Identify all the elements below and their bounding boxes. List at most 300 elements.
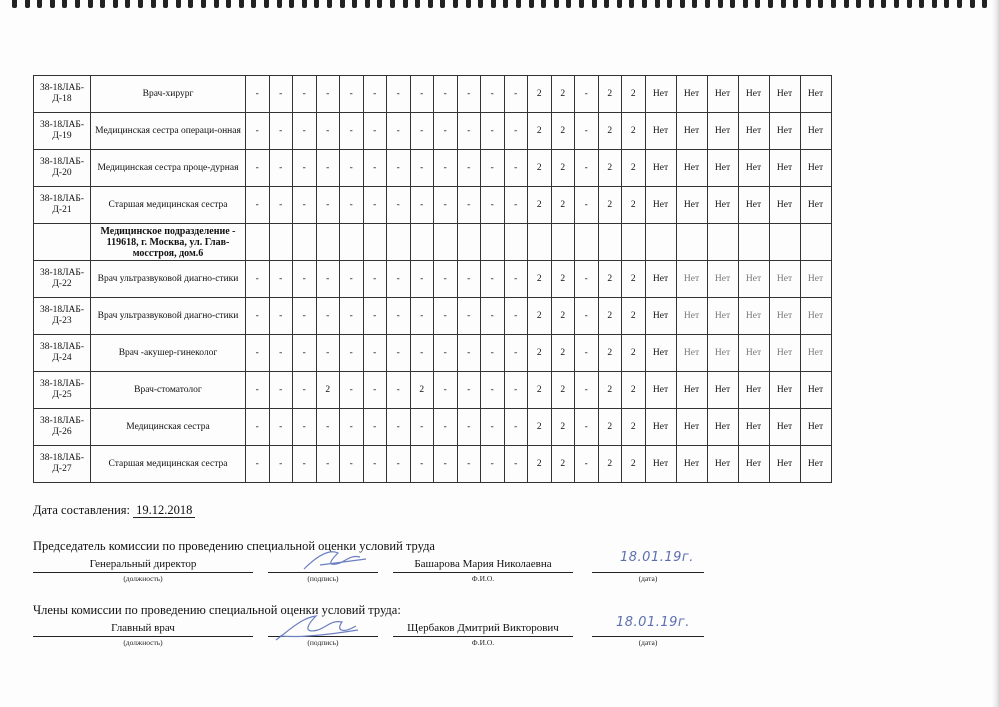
binder-hole	[453, 0, 458, 8]
value-cell: -	[269, 76, 293, 113]
value-cell	[340, 224, 364, 261]
value-cell: -	[269, 187, 293, 224]
value-cell: -	[504, 335, 528, 372]
value-cell: -	[410, 150, 434, 187]
table-row	[34, 446, 832, 483]
value-cell: -	[293, 335, 317, 372]
value-cell: 2	[622, 409, 646, 446]
value-cell: -	[410, 446, 434, 483]
value-cell: -	[457, 150, 481, 187]
binder-hole	[718, 0, 723, 8]
binder-hole	[692, 0, 697, 8]
table-row	[34, 335, 832, 372]
value-cell: -	[434, 446, 458, 483]
value-cell: -	[387, 76, 411, 113]
value-cell: -	[363, 446, 387, 483]
position-name: Медицинская сестра	[91, 409, 246, 446]
binder-hole	[579, 0, 584, 8]
value-cell: 2	[622, 446, 646, 483]
binder-hole	[667, 0, 672, 8]
value-cell: 2	[622, 187, 646, 224]
value-cell: -	[481, 261, 505, 298]
value-cell: Нет	[676, 76, 707, 113]
value-cell: Нет	[769, 76, 800, 113]
value-cell	[410, 224, 434, 261]
value-cell: -	[363, 113, 387, 150]
value-cell: -	[246, 446, 270, 483]
value-cell: Нет	[645, 372, 676, 409]
caption-fio: Ф.И.О.	[471, 574, 495, 583]
value-cell: -	[293, 409, 317, 446]
value-cell: Нет	[676, 113, 707, 150]
value-cell: -	[269, 409, 293, 446]
binder-hole	[37, 0, 42, 8]
value-cell: -	[269, 372, 293, 409]
value-cell	[622, 224, 646, 261]
binder-hole	[415, 0, 420, 8]
value-cell: Нет	[645, 150, 676, 187]
binder-hole	[970, 0, 975, 8]
value-cell: Нет	[738, 150, 769, 187]
date-label: Дата составления:	[33, 503, 130, 517]
caption-fio: Ф.И.О.	[471, 638, 495, 647]
binder-hole	[768, 0, 773, 8]
value-cell: Нет	[800, 335, 831, 372]
value-cell: -	[293, 76, 317, 113]
binder-hole	[503, 0, 508, 8]
value-cell: -	[434, 298, 458, 335]
binder-hole	[50, 0, 55, 8]
value-cell: -	[340, 187, 364, 224]
value-cell: -	[410, 113, 434, 150]
value-cell: Нет	[645, 261, 676, 298]
value-cell: -	[246, 187, 270, 224]
value-cell: Нет	[645, 446, 676, 483]
binder-hole	[478, 0, 483, 8]
value-cell: -	[575, 113, 599, 150]
value-cell: -	[457, 446, 481, 483]
value-cell: -	[575, 298, 599, 335]
value-cell: -	[246, 372, 270, 409]
value-cell: Нет	[800, 261, 831, 298]
position-name: Врач-стоматолог	[91, 372, 246, 409]
value-cell: 2	[622, 150, 646, 187]
section-title: Медицинское подразделение - 119618, г. Москва, ул. Глав-мосстроя, дом.6	[91, 224, 246, 261]
value-cell: Нет	[676, 298, 707, 335]
value-cell: Нет	[769, 150, 800, 187]
value-cell: Нет	[707, 76, 738, 113]
binder-hole	[113, 0, 118, 8]
value-cell: 2	[598, 76, 622, 113]
value-cell: 2	[622, 298, 646, 335]
value-cell: -	[457, 298, 481, 335]
position-name: Старшая медицинская сестра	[91, 187, 246, 224]
value-cell: Нет	[800, 446, 831, 483]
value-cell: -	[481, 446, 505, 483]
value-cell	[738, 224, 769, 261]
workplace-code: 38-18ЛАБ-Д-18	[34, 76, 91, 113]
value-cell: -	[434, 335, 458, 372]
value-cell: -	[504, 446, 528, 483]
binder-hole	[75, 0, 80, 8]
binder-hole	[289, 0, 294, 8]
member-name: Щербаков Дмитрий Викторович	[393, 620, 573, 637]
value-cell: -	[575, 446, 599, 483]
value-cell: -	[340, 409, 364, 446]
binder-hole	[730, 0, 735, 8]
binder-hole	[201, 0, 206, 8]
binder-hole	[214, 0, 219, 8]
value-cell: -	[504, 76, 528, 113]
value-cell: -	[387, 298, 411, 335]
value-cell: -	[575, 335, 599, 372]
value-cell: Нет	[676, 409, 707, 446]
binder-hole	[793, 0, 798, 8]
binder-hole	[604, 0, 609, 8]
value-cell: -	[363, 372, 387, 409]
caption-signature: (подпись)	[307, 638, 339, 647]
value-cell: -	[387, 150, 411, 187]
value-cell: 2	[551, 113, 575, 150]
binder-hole	[226, 0, 231, 8]
binder-hole	[377, 0, 382, 8]
value-cell: -	[481, 76, 505, 113]
value-cell: 2	[622, 372, 646, 409]
value-cell: 2	[598, 372, 622, 409]
value-cell: 2	[528, 446, 552, 483]
value-cell: 2	[528, 409, 552, 446]
value-cell: -	[340, 150, 364, 187]
binder-hole	[516, 0, 521, 8]
value-cell: Нет	[738, 113, 769, 150]
value-cell: 2	[528, 113, 552, 150]
value-cell: -	[363, 261, 387, 298]
value-cell	[481, 224, 505, 261]
value-cell: -	[504, 409, 528, 446]
binder-hole	[743, 0, 748, 8]
value-cell: Нет	[707, 113, 738, 150]
value-cell: 2	[598, 113, 622, 150]
workplace-code: 38-18ЛАБ-Д-24	[34, 335, 91, 372]
value-cell: -	[410, 76, 434, 113]
value-cell: -	[387, 409, 411, 446]
value-cell: Нет	[769, 113, 800, 150]
value-cell: Нет	[676, 335, 707, 372]
binder-hole	[163, 0, 168, 8]
value-cell: -	[269, 446, 293, 483]
value-cell: 2	[551, 76, 575, 113]
value-cell: 2	[528, 261, 552, 298]
value-cell: -	[316, 409, 340, 446]
binder-hole	[781, 0, 786, 8]
value-cell: -	[457, 113, 481, 150]
value-cell: Нет	[769, 446, 800, 483]
workplace-code: 38-18ЛАБ-Д-20	[34, 150, 91, 187]
caption-date: (дата)	[638, 638, 658, 647]
value-cell: Нет	[707, 409, 738, 446]
value-cell: Нет	[707, 187, 738, 224]
value-cell: -	[481, 150, 505, 187]
value-cell	[363, 224, 387, 261]
value-cell: -	[387, 446, 411, 483]
value-cell: 2	[528, 187, 552, 224]
value-cell	[598, 224, 622, 261]
value-cell: Нет	[645, 187, 676, 224]
value-cell: -	[434, 372, 458, 409]
value-cell: -	[410, 335, 434, 372]
binder-hole	[352, 0, 357, 8]
value-cell: -	[246, 409, 270, 446]
value-cell: -	[457, 187, 481, 224]
value-cell: 2	[551, 446, 575, 483]
caption-signature: (подпись)	[307, 574, 339, 583]
binder-hole	[554, 0, 559, 8]
value-cell: -	[316, 335, 340, 372]
value-cell: -	[410, 261, 434, 298]
binder-hole	[62, 0, 67, 8]
binder-hole	[151, 0, 156, 8]
value-cell: Нет	[676, 372, 707, 409]
value-cell: Нет	[676, 261, 707, 298]
chair-name: Башарова Мария Николаевна	[393, 556, 573, 573]
value-cell	[800, 224, 831, 261]
value-cell: Нет	[800, 298, 831, 335]
value-cell: 2	[551, 335, 575, 372]
value-cell: Нет	[800, 187, 831, 224]
value-cell: -	[434, 150, 458, 187]
value-cell: 2	[316, 372, 340, 409]
value-cell: 2	[598, 187, 622, 224]
value-cell: 2	[551, 372, 575, 409]
value-cell: -	[504, 298, 528, 335]
value-cell: 2	[528, 150, 552, 187]
workplace-code: 38-18ЛАБ-Д-27	[34, 446, 91, 483]
value-cell: -	[481, 409, 505, 446]
value-cell: -	[363, 150, 387, 187]
value-cell: -	[269, 298, 293, 335]
caption-date: (дата)	[638, 574, 658, 583]
value-cell: -	[457, 372, 481, 409]
binder-hole	[932, 0, 937, 8]
value-cell: Нет	[800, 113, 831, 150]
binder-hole	[592, 0, 597, 8]
binder-hole	[340, 0, 345, 8]
workplace-code: 38-18ЛАБ-Д-19	[34, 113, 91, 150]
value-cell: -	[340, 261, 364, 298]
workplace-code: 38-18ЛАБ-Д-22	[34, 261, 91, 298]
table-row	[34, 372, 832, 409]
table-row	[34, 150, 832, 187]
value-cell: -	[410, 187, 434, 224]
value-cell: Нет	[738, 187, 769, 224]
assessment-table	[33, 75, 832, 483]
binder-hole	[894, 0, 899, 8]
value-cell: -	[293, 150, 317, 187]
binder-hole	[566, 0, 571, 8]
value-cell: Нет	[707, 261, 738, 298]
position-name: Старшая медицинская сестра	[91, 446, 246, 483]
binder-hole	[944, 0, 949, 8]
value-cell: -	[246, 261, 270, 298]
value-cell: Нет	[800, 372, 831, 409]
binder-hole	[264, 0, 269, 8]
binder-hole	[755, 0, 760, 8]
binder-hole	[125, 0, 130, 8]
value-cell: -	[457, 335, 481, 372]
value-cell: -	[293, 187, 317, 224]
binder-hole	[138, 0, 143, 8]
binder-hole	[957, 0, 962, 8]
value-cell: 2	[622, 261, 646, 298]
value-cell: 2	[551, 187, 575, 224]
value-cell: -	[363, 335, 387, 372]
value-cell: 2	[551, 150, 575, 187]
value-cell: -	[340, 372, 364, 409]
value-cell: Нет	[707, 150, 738, 187]
table-row	[34, 187, 832, 224]
value-cell: -	[504, 372, 528, 409]
table-row	[34, 298, 832, 335]
value-cell: -	[293, 446, 317, 483]
value-cell: Нет	[769, 298, 800, 335]
value-cell: Нет	[645, 335, 676, 372]
chair-heading: Председатель комиссии по проведению специальной оценки условий труда	[33, 539, 435, 553]
value-cell: Нет	[769, 187, 800, 224]
value-cell	[293, 224, 317, 261]
value-cell: -	[246, 298, 270, 335]
value-cell: -	[363, 76, 387, 113]
value-cell: Нет	[645, 113, 676, 150]
value-cell	[504, 224, 528, 261]
binder-hole	[982, 0, 987, 8]
value-cell	[676, 224, 707, 261]
value-cell: -	[387, 113, 411, 150]
value-cell: 2	[528, 298, 552, 335]
value-cell: Нет	[676, 150, 707, 187]
value-cell	[575, 224, 599, 261]
caption-position: (должность)	[123, 574, 163, 583]
binder-hole	[314, 0, 319, 8]
binder-hole	[491, 0, 496, 8]
value-cell: -	[504, 113, 528, 150]
value-cell: Нет	[707, 372, 738, 409]
value-cell: 2	[551, 298, 575, 335]
value-cell: -	[504, 187, 528, 224]
value-cell: 2	[622, 335, 646, 372]
date-value: 19.12.2018	[133, 503, 195, 518]
value-cell: Нет	[676, 187, 707, 224]
workplace-code: 38-18ЛАБ-Д-26	[34, 409, 91, 446]
binder-hole	[239, 0, 244, 8]
value-cell: 2	[528, 76, 552, 113]
value-cell: -	[481, 113, 505, 150]
value-cell: Нет	[645, 298, 676, 335]
value-cell: -	[575, 261, 599, 298]
value-cell	[387, 224, 411, 261]
binder-hole	[440, 0, 445, 8]
value-cell: -	[387, 261, 411, 298]
value-cell: -	[269, 261, 293, 298]
value-cell: Нет	[707, 446, 738, 483]
value-cell: 2	[598, 150, 622, 187]
value-cell: -	[316, 150, 340, 187]
value-cell: -	[293, 372, 317, 409]
value-cell: Нет	[676, 446, 707, 483]
binder-hole	[176, 0, 181, 8]
value-cell: -	[387, 335, 411, 372]
workplace-code: 38-18ЛАБ-Д-23	[34, 298, 91, 335]
value-cell: 2	[598, 446, 622, 483]
value-cell: -	[363, 187, 387, 224]
binder-hole	[907, 0, 912, 8]
value-cell: Нет	[769, 372, 800, 409]
value-cell: 2	[410, 372, 434, 409]
value-cell: -	[457, 76, 481, 113]
value-cell: -	[504, 150, 528, 187]
binder-hole	[403, 0, 408, 8]
value-cell: Нет	[769, 335, 800, 372]
binder-hole	[680, 0, 685, 8]
value-cell: -	[481, 372, 505, 409]
value-cell: -	[340, 335, 364, 372]
value-cell: -	[575, 372, 599, 409]
value-cell: -	[434, 113, 458, 150]
position-name: Врач -акушер-гинеколог	[91, 335, 246, 372]
value-cell: Нет	[800, 150, 831, 187]
value-cell	[528, 224, 552, 261]
binder-hole	[302, 0, 307, 8]
value-cell: Нет	[738, 409, 769, 446]
binder-hole	[88, 0, 93, 8]
binder-hole	[251, 0, 256, 8]
binder-hole	[428, 0, 433, 8]
value-cell: -	[481, 298, 505, 335]
value-cell: -	[246, 335, 270, 372]
binder-hole	[642, 0, 647, 8]
value-cell: Нет	[645, 76, 676, 113]
value-cell: 2	[598, 335, 622, 372]
value-cell: -	[481, 335, 505, 372]
workplace-code: 38-18ЛАБ-Д-21	[34, 187, 91, 224]
value-cell: -	[575, 76, 599, 113]
value-cell: -	[269, 150, 293, 187]
value-cell: 2	[622, 76, 646, 113]
value-cell: -	[293, 113, 317, 150]
position-name: Врач-хирург	[91, 76, 246, 113]
binder-hole	[365, 0, 370, 8]
value-cell: 2	[528, 372, 552, 409]
value-cell: -	[316, 76, 340, 113]
binder-hole	[188, 0, 193, 8]
value-cell	[269, 224, 293, 261]
position-name: Медицинская сестра операци-онная	[91, 113, 246, 150]
value-cell: -	[316, 446, 340, 483]
value-cell: 2	[528, 335, 552, 372]
value-cell: Нет	[738, 372, 769, 409]
binder-hole	[277, 0, 282, 8]
chair-position: Генеральный директор	[33, 556, 253, 573]
value-cell: -	[434, 409, 458, 446]
chair-handwritten-date: 18.01.19г.	[620, 550, 694, 565]
binder-hole	[705, 0, 710, 8]
value-cell: -	[575, 187, 599, 224]
binder-hole	[655, 0, 660, 8]
binder-hole	[617, 0, 622, 8]
value-cell: -	[269, 335, 293, 372]
table-row	[34, 409, 832, 446]
value-cell: -	[246, 150, 270, 187]
binder-hole	[12, 0, 17, 8]
